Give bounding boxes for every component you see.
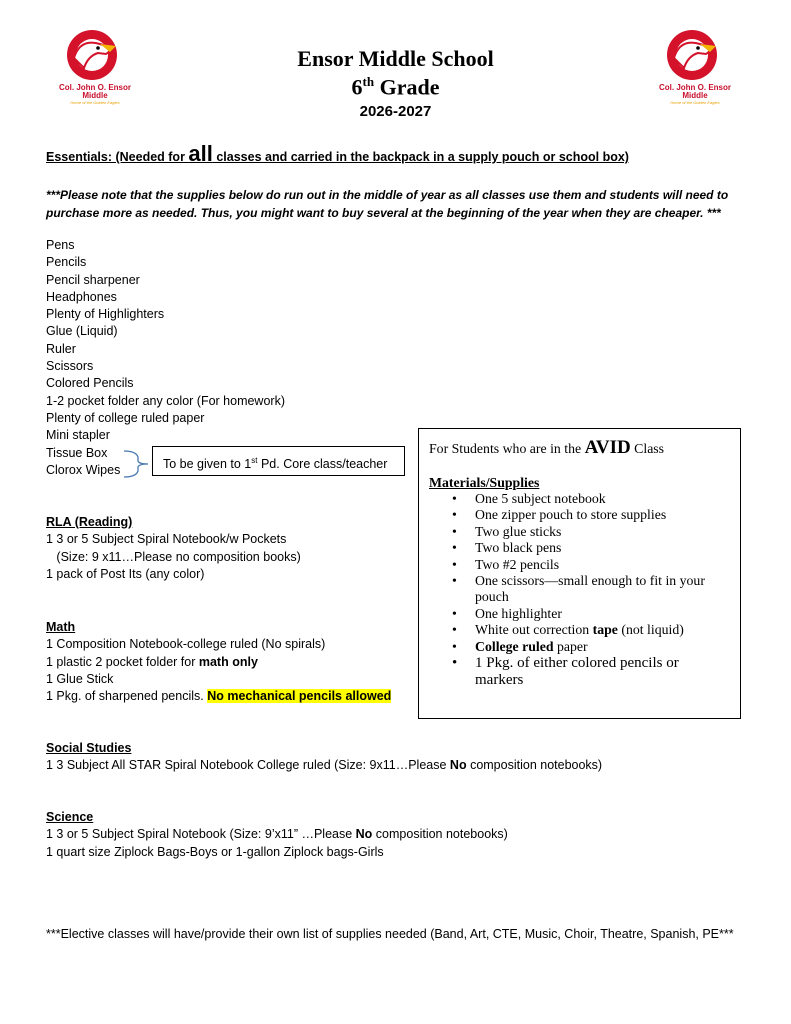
rla-section [46,514,406,583]
list-item: 1 3 or 5 Subject Spiral Notebook/w Pockets [46,532,287,547]
logo-name-line1: Col. John O. Ensor [58,83,131,92]
science-section [46,809,766,861]
list-item: 1-2 pocket folder any color (For homework) [46,393,285,408]
science-heading: Science [46,810,94,824]
list-item-text: One 5 subject notebook [475,491,606,506]
social-studies-heading: Social Studies [46,741,132,755]
logo-name-line2: Middle [682,91,708,100]
list-item-text: One highlighter [475,605,562,621]
list-item: Pencil sharpener [46,272,140,287]
highlighted-warning: No mechanical pencils allowed [207,689,392,704]
essentials-list [46,237,386,479]
list-item [419,540,729,556]
grade-title [0,74,791,100]
list-item-bold: math only [198,654,258,669]
list-item-text: White out correction [475,622,593,638]
callout-pre: To be given to 1 [163,457,252,472]
list-item [419,639,729,655]
list-item-text: One scissors—small enough to fit in your pouch [475,573,705,605]
list-item: Plenty of college ruled paper [46,410,205,425]
list-item-text: 1 Pkg. of either colored pencils or markers [475,655,679,689]
avid-intro-post: Class [630,441,665,456]
grade-number: 6 [351,74,363,100]
callout-box [152,446,405,476]
list-item-text: composition notebooks) [466,758,603,773]
list-item: Pens [46,238,75,252]
list-item: Mini stapler [46,428,110,443]
list-item-bold: No [355,827,373,842]
grade-word: Grade [374,74,440,100]
logo-subline: Home of the Golden Eagles [70,100,120,105]
essentials-heading-pre: Essentials: (Needed for [46,150,189,164]
avid-heading: Materials/Supplies [429,475,540,490]
list-item [419,507,729,523]
list-item: Ruler [46,341,76,356]
list-item-text: 1 Pkg. of sharpened pencils. [46,689,208,704]
list-item: 1 pack of Post Its (any color) [46,566,205,581]
list-item-text: 1 plastic 2 pocket folder for [46,654,199,669]
list-item: Scissors [46,359,94,374]
math-section [46,619,416,705]
school-year: 2026-2027 [359,103,432,120]
list-item-text: 1 3 Subject All STAR Spiral Notebook College ruled (Size: 9x11…Please [46,758,450,773]
list-item: Headphones [46,289,117,304]
list-item [419,606,729,622]
list-item: Tissue Box [46,445,108,460]
list-item-text: One zipper pouch to store supplies [475,507,667,523]
list-item: 1 Glue Stick [46,671,114,686]
list-item: Pencils [46,255,87,270]
list-item-bold: College ruled [475,638,554,654]
list-item [46,688,416,705]
list-item-bold: No [449,758,467,773]
avid-list [419,491,729,689]
essentials-heading-post: classes and carried in the backpack in a supply pouch or school box) [212,150,629,164]
grade-suffix: th [362,74,375,89]
list-item: Plenty of Highlighters [46,307,165,322]
list-item-text: composition notebooks) [372,827,508,842]
list-item-bold: tape [592,622,618,638]
math-heading: Math [46,620,76,634]
list-item [419,557,729,573]
list-item [46,826,766,843]
avid-intro-pre: For Students who are in the [429,441,585,456]
list-item-text: 1 3 or 5 Subject Spiral Notebook (Size: 9’x11” …Please [46,827,356,842]
list-item-text: (not liquid) [617,622,684,638]
list-item [419,573,729,606]
list-item-text: Two black pens [475,540,562,556]
school-name: Ensor Middle School [297,46,494,71]
essentials-heading-all: all [188,141,213,166]
logo-name-line1: Col. John O. Ensor [658,83,731,92]
list-item [419,491,729,507]
list-item: 1 quart size Ziplock Bags-Boys or 1-gallon Ziplock bags-Girls [46,844,384,859]
essentials-note: ***Please note that the supplies below do run out in the middle of year as all classes use them and students will need to purchase more as needed. Thus, you might want to buy several at the beginning of the year when they are cheaper. *** [46,188,729,220]
avid-box [418,428,741,719]
callout-sup: st [251,456,258,465]
list-item [419,524,729,540]
list-item [46,757,766,774]
list-item: 1 Composition Notebook-college ruled (No spirals) [46,637,326,652]
list-item [46,654,416,671]
brace-icon [122,447,154,481]
logo-name-line2: Middle [82,91,108,100]
social-studies-section [46,740,766,775]
avid-intro [429,437,664,459]
list-item-text: Two glue sticks [475,523,562,539]
list-item: Colored Pencils [46,376,134,391]
logo-subline: Home of the Golden Eagles [670,100,720,105]
elective-note: ***Elective classes will have/provide their own list of supplies needed (Band, Art, CTE, Music, Choir, Theatre, Spanish, PE*** [46,927,734,941]
list-item: Clorox Wipes [46,462,121,477]
rla-heading: RLA (Reading) [46,515,133,529]
essentials-heading [46,141,766,166]
list-item [419,655,729,689]
avid-word: AVID [584,437,631,458]
list-item: (Size: 9 x11…Please no composition books) [46,549,301,564]
list-item-text: paper [553,638,588,654]
list-item [419,622,729,638]
list-item: Glue (Liquid) [46,324,118,339]
callout-post: Pd. Core class/teacher [257,457,388,472]
list-item-text: Two #2 pencils [475,556,560,572]
